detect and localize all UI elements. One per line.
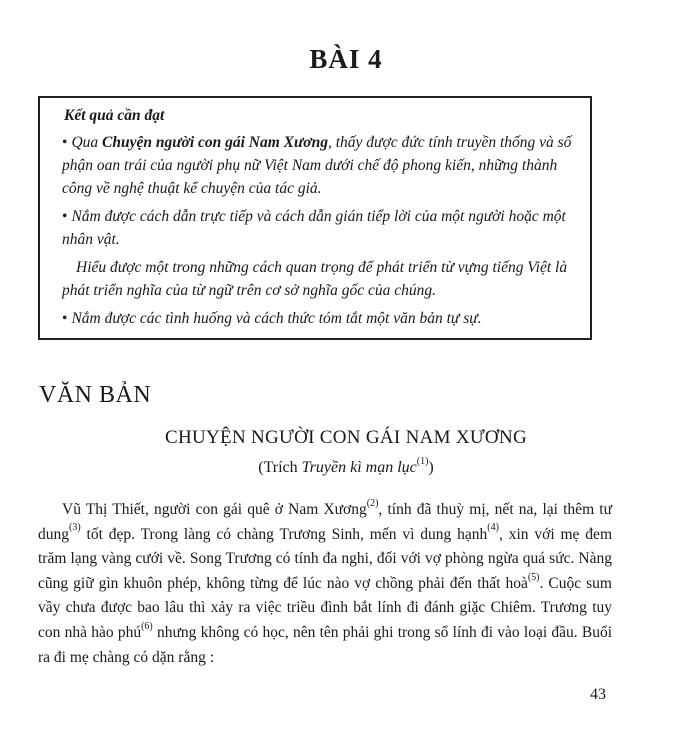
bullet-icon: •: [62, 134, 68, 151]
goal-item-2: [62, 205, 576, 251]
learning-goals-box: [38, 96, 592, 340]
bullet-icon: •: [62, 310, 68, 327]
lesson-title: BÀI 4: [309, 44, 383, 74]
footnote-marker: (6): [141, 620, 153, 632]
story-source: [0, 455, 692, 477]
paragraph-text: . Cuộc sum vầy chưa được bao lâu thì xảy ra việc triều đình bắt lính đi đánh giặc Chiêm. Trương tuy con nhà hào phú: [38, 574, 612, 641]
footnote-marker: (3): [69, 522, 81, 534]
paragraph-text: tốt đẹp. Trong làng có chàng Trương Sinh, mến vì dung hạnh: [80, 525, 488, 543]
goal-item-3: [62, 256, 576, 302]
goal-item-1: [62, 131, 576, 200]
page-number: 43: [590, 686, 606, 703]
footnote-marker: (2): [366, 497, 379, 509]
goal-text: Nắm được cách dẫn trực tiếp và cách dẫn gián tiếp lời của một người hoặc một nhân vật.: [62, 208, 566, 248]
goal-text: Qua: [71, 134, 103, 151]
section-heading: VĂN BẢN: [39, 382, 152, 408]
footnote-marker: (4): [487, 522, 499, 534]
paragraph-text: , tính đã thuỳ mị, nết na, lại thêm tư dung: [38, 501, 612, 543]
source-prefix: (Trích: [258, 459, 302, 476]
paragraph-text: nhưng không có học, nên tên phải ghi trong sổ lính đi vào loại đầu. Buổi ra đi mẹ chàng có dặn rằng :: [38, 623, 612, 666]
source-suffix: ): [428, 459, 434, 476]
goal-text: Nắm được các tình huống và cách thức tóm tắt một văn bản tự sự.: [71, 310, 482, 327]
goal-emphasis: Chuyện người con gái Nam Xương: [102, 134, 328, 151]
goal-text: Hiểu được một trong những cách quan trọng để phát triển từ vựng tiếng Việt là phát triển nghĩa của từ ngữ trên cơ sở nghĩa gốc của chúng.: [62, 259, 568, 299]
story-paragraph: [38, 498, 612, 670]
paragraph-text: , xin với mẹ đem trăm lạng vàng cưới về. Song Trương có tính đa nghi, đối với vợ phòng ngừa quá sức. Nàng cũng giữ gìn khuôn phép, không từng để lúc nào vợ chồng phải đến thất hoà: [38, 525, 612, 592]
goals-heading: Kết quả cần đạt: [64, 107, 165, 124]
goal-text: , thấy được đức tính truyền thống và số phận oan trái của người phụ nữ Việt Nam dưới chế độ phong kiến, những thành công về nghệ thuật kể chuyện của tác giả.: [62, 134, 572, 197]
story-title: CHUYỆN NGƯỜI CON GÁI NAM XƯƠNG: [165, 427, 527, 448]
source-work-title: Truyền kì mạn lục: [301, 459, 417, 476]
paragraph-text: Vũ Thị Thiết, người con gái quê ở Nam Xương: [62, 501, 367, 518]
footnote-marker: (5): [527, 571, 540, 583]
footnote-marker: (1): [416, 455, 429, 467]
bullet-icon: •: [62, 208, 68, 225]
goal-item-4: [62, 307, 576, 330]
